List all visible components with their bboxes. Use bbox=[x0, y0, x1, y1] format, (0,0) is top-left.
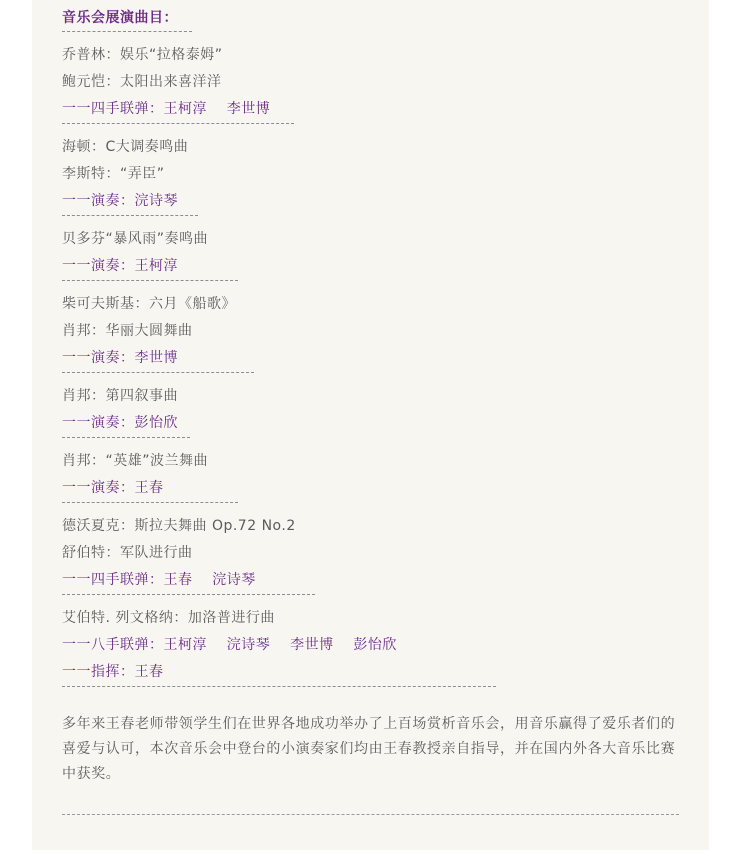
separator bbox=[62, 280, 238, 281]
program-line: 乔普林：娱乐“拉格泰姆” bbox=[62, 47, 223, 63]
program-line: 肖邦：第四叙事曲 bbox=[62, 388, 178, 404]
program-line: 舒伯特：军队进行曲 bbox=[62, 545, 193, 561]
program-heading: 音乐会展演曲目： bbox=[62, 10, 178, 26]
performer-credit: 一一演奏：彭怡欣 bbox=[62, 415, 178, 431]
conductor-credit: 一一指挥：王春 bbox=[62, 664, 164, 680]
separator bbox=[62, 31, 192, 32]
performer-credit: 一一演奏：李世博 bbox=[62, 350, 178, 366]
program-line: 肖邦：“英雄”波兰舞曲 bbox=[62, 453, 209, 469]
program-list bbox=[62, 0, 692, 697]
separator bbox=[62, 123, 294, 124]
performer-credit: 一一演奏：王柯淳 bbox=[62, 258, 178, 274]
program-line: 鲍元恺：太阳出来喜洋洋 bbox=[62, 74, 222, 90]
program-line: 李斯特：“弄臣” bbox=[62, 166, 165, 182]
separator bbox=[62, 437, 190, 438]
description-paragraph: 多年来王春老师带领学生们在世界各地成功举办了上百场赏析音乐会，用音乐赢得了爱乐者们的喜爱与认可，本次音乐会中登台的小演奏家们均由王春教授亲自指导，并在国内外各大音乐比赛中获奖。 bbox=[62, 716, 676, 782]
program-line: 柴可夫斯基：六月《船歌》 bbox=[62, 296, 236, 312]
content-card bbox=[32, 0, 709, 850]
program-line: 德沃夏克：斯拉夫舞曲 Op.72 No.2 bbox=[62, 518, 296, 534]
separator bbox=[62, 502, 238, 503]
program-line: 艾伯特. 列文格纳：加洛普进行曲 bbox=[62, 610, 275, 626]
bottom-separator bbox=[62, 814, 679, 815]
separator bbox=[62, 372, 254, 373]
separator bbox=[62, 686, 496, 687]
program-line: 肖邦：华丽大圆舞曲 bbox=[62, 323, 193, 339]
separator bbox=[62, 215, 198, 216]
performer-credit: 一一八手联弹：王柯淳 浣诗琴 李世博 彭怡欣 bbox=[62, 637, 397, 653]
performer-credit: 一一四手联弹：王春 浣诗琴 bbox=[62, 572, 256, 588]
program-line: 贝多芬“暴风雨”奏鸣曲 bbox=[62, 231, 209, 247]
performer-credit: 一一演奏：王春 bbox=[62, 480, 164, 496]
separator bbox=[62, 594, 315, 595]
program-line: 海顿：C大调奏鸣曲 bbox=[62, 139, 189, 155]
performer-credit: 一一演奏：浣诗琴 bbox=[62, 193, 178, 209]
performer-credit: 一一四手联弹：王柯淳 李世博 bbox=[62, 101, 271, 117]
